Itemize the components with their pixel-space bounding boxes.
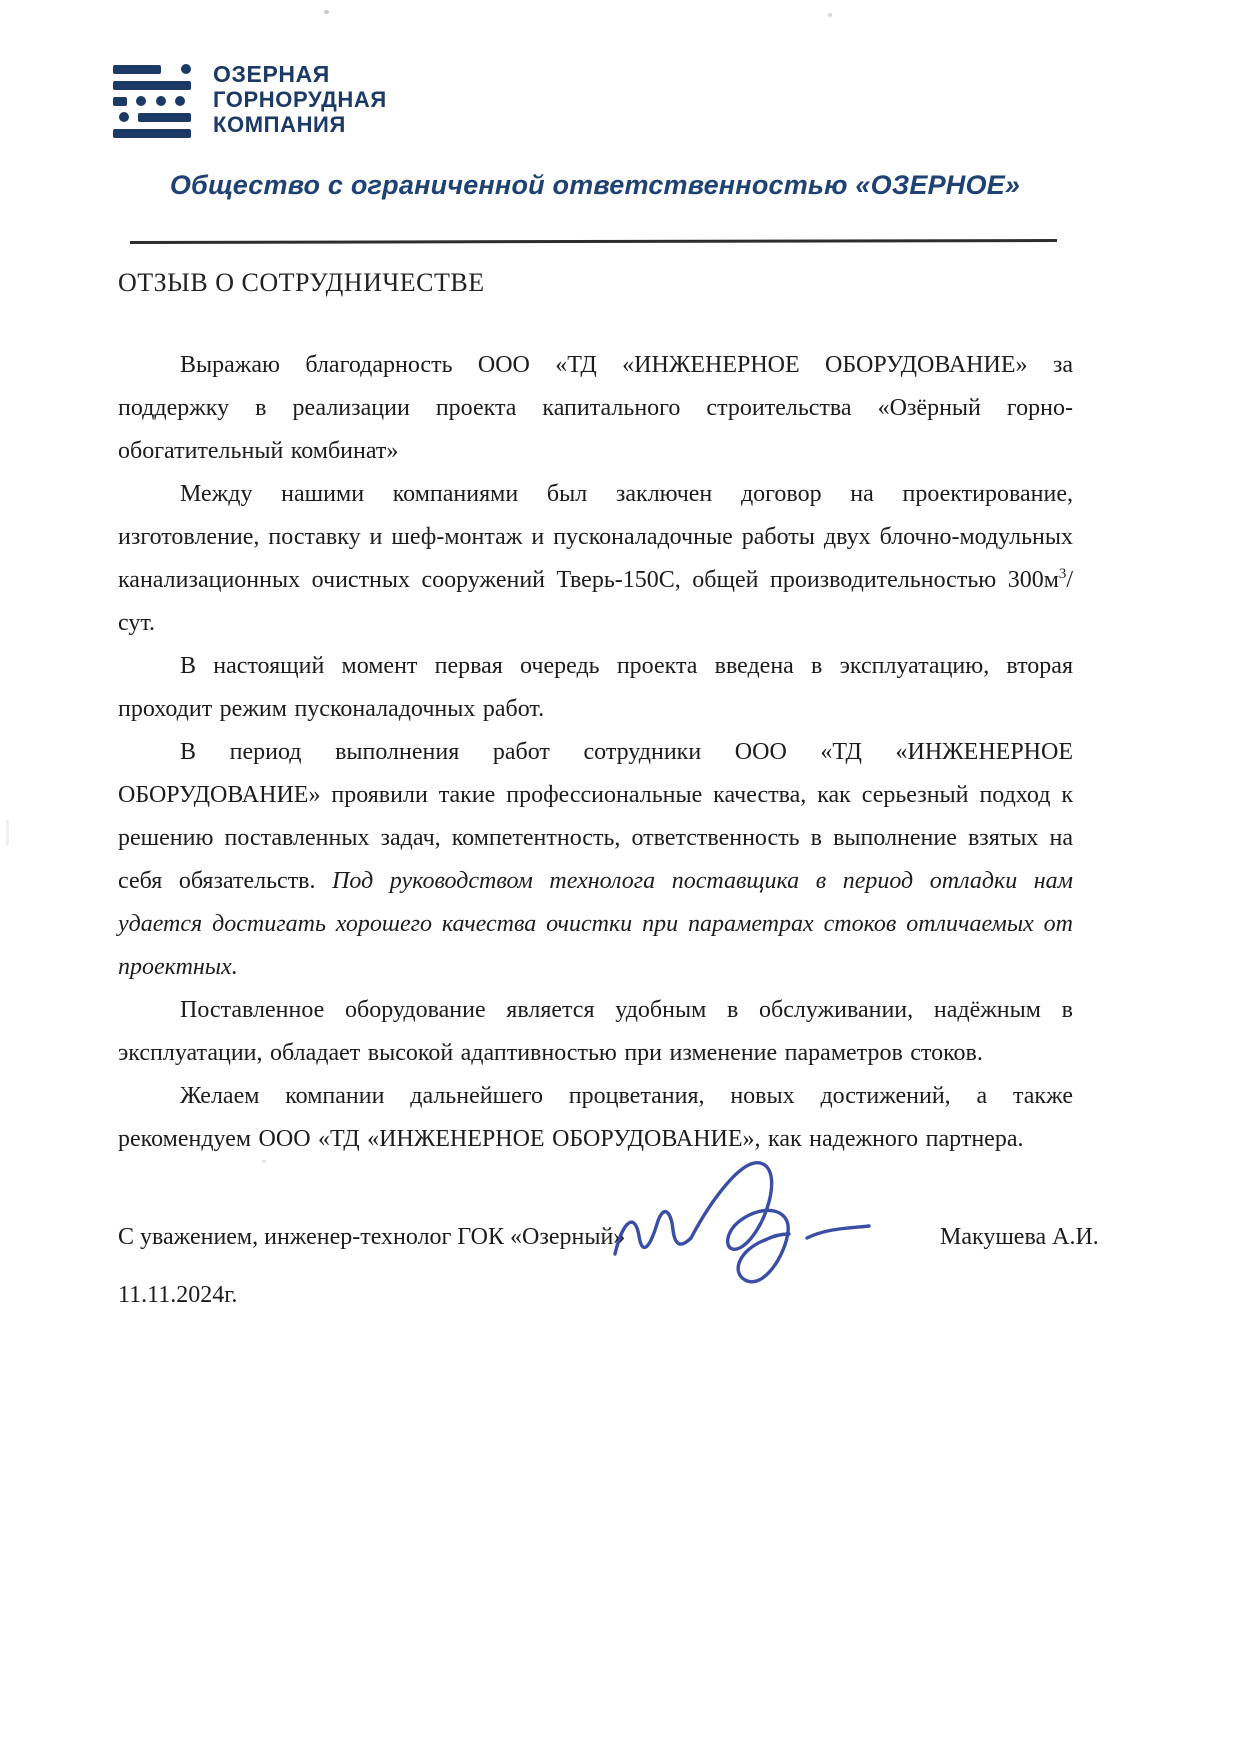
paragraph: Между нашими компаниями был заключен договор на проектирование, изготовление, поставку и шеф-монтаж и пусконаладочные работы двух блочно-модульных канализационных очистных сооружений Тверь-150С, общей производительностью $300м^3$/сут. — [118, 481, 1073, 636]
scan-speck — [262, 1160, 266, 1163]
logo-line-2: ГОРНОРУДНАЯ — [213, 87, 387, 112]
paragraph: Желаем компании дальнейшего процветания, новых достижений, а также рекомендуем ООО «ТД «ИНЖЕНЕРНОЕ ОБОРУДОВАНИЕ», как надежного партнера. — [118, 1083, 1073, 1152]
handwritten-signature-icon — [593, 1138, 923, 1313]
letter-body — [118, 344, 1073, 1161]
company-logo-text — [213, 60, 387, 137]
signee-name: Макушева А.И. — [940, 1224, 1099, 1250]
document-heading: ОТЗЫВ О СОТРУДНИЧЕСТВЕ — [118, 268, 485, 297]
scan-speck — [324, 10, 329, 14]
paragraph: Выражаю благодарность ООО «ТД «ИНЖЕНЕРНОЕ ОБОРУДОВАНИЕ» за поддержку в реализации проекта капитального строительства «Озёрный горно-обогатительный комбинат» — [118, 352, 1073, 464]
paragraph: В настоящий момент первая очередь проекта введена в эксплуатацию, вторая проходит режим пусконаладочных работ. — [118, 653, 1073, 722]
scan-speck — [828, 13, 832, 17]
letterhead-divider — [130, 239, 1057, 244]
paragraph: Поставленное оборудование является удобным в обслуживании, надёжным в эксплуатации, обладает высокой адаптивностью при изменение параметров стоков. — [118, 997, 1073, 1066]
bars-and-dots-logo-icon — [113, 60, 191, 138]
paragraph: В период выполнения работ сотрудники ООО «ТД «ИНЖЕНЕРНОЕ ОБОРУДОВАНИЕ» проявили такие профессиональные качества, как серьезный подход к решению поставленных задач, компетентность, ответственность в выполнение взятых на себя обязательств. Под руководством технолога поставщика в период отладки нам удается достигать хорошего качества очистки при параметрах стоков отличаемых от проектных. — [118, 739, 1073, 980]
logo-line-3: КОМПАНИЯ — [213, 112, 346, 137]
document-date: 11.11.2024г. — [118, 1282, 238, 1308]
company-logo — [113, 60, 387, 138]
organization-title: Общество с ограниченной ответственностью «ОЗЕРНОЕ» — [169, 170, 1021, 200]
scan-speck — [6, 820, 9, 846]
logo-line-1: ОЗЕРНАЯ — [213, 61, 330, 87]
closing-text: С уважением, инженер-технолог ГОК «Озерный» — [118, 1224, 626, 1250]
